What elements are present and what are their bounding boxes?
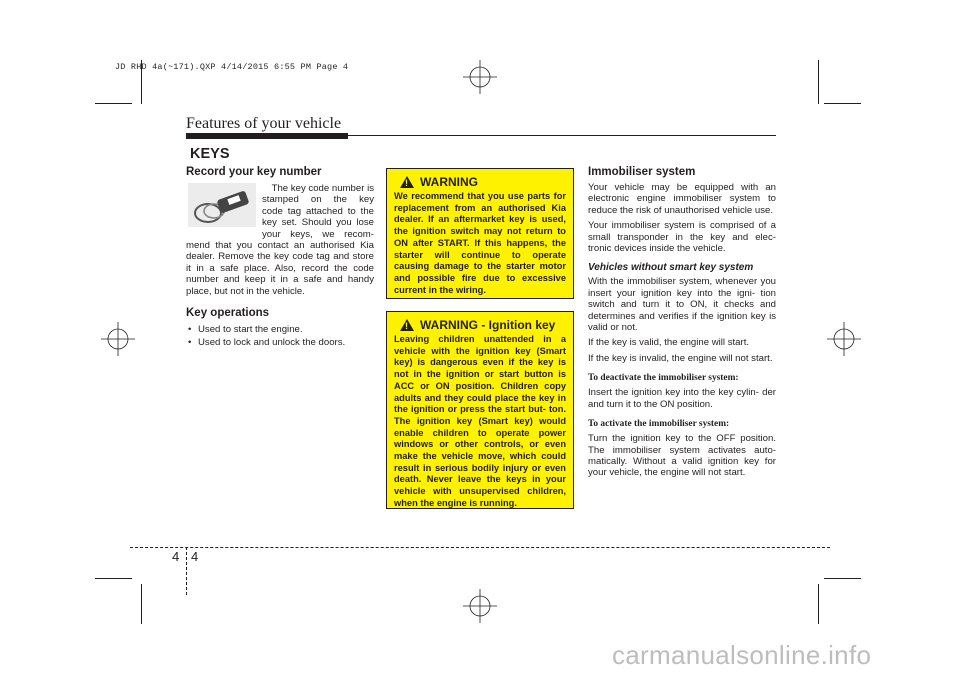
record-wrap-text (262, 183, 374, 240)
footer-rule (130, 547, 830, 548)
crop-mark (818, 584, 819, 624)
print-slug: JD RHD 4a(~171).QXP 4/14/2015 6:55 PM Page 4 (115, 62, 349, 72)
immobiliser-column (588, 166, 776, 479)
record-wrap-line: key set. Should you lose (262, 217, 374, 229)
warning-title-row (394, 318, 566, 332)
crop-mark (818, 60, 819, 104)
warning-title: WARNING (420, 175, 478, 189)
record-wrap-line: code tag attached to the (262, 205, 374, 217)
crop-mark (95, 103, 132, 104)
registration-mark-icon (463, 60, 497, 94)
subheading: Vehicles without smart key system (588, 262, 754, 274)
paragraph: Your vehicle may be equipped with an electronic engine immobiliser system to reduce the risk of unauthorised vehicle use. (588, 182, 776, 216)
crop-mark (95, 578, 132, 579)
warning-triangle-icon: ! (400, 176, 414, 188)
registration-mark-icon (827, 322, 861, 356)
warning-title: WARNING - Ignition key (420, 318, 556, 332)
section-title: KEYS (190, 146, 230, 162)
warning-box (386, 311, 574, 509)
footer-watermark: carmanualsonline.info (612, 640, 872, 670)
warning-box (386, 168, 574, 299)
record-text: mend that you contact an authorised Kia dealer. Remove the key code tag and store it in a safe place. Also, record the code number and keep it in a safe and handy place, but not in the vehicle. (186, 240, 374, 297)
footer-divider (186, 547, 187, 595)
subheading: To deactivate the immobiliser system: (588, 373, 739, 384)
header-title: Features of your vehicle (186, 115, 342, 132)
warning-text: We recommend that you use parts for replacement from an authorised Kia dealer. If an aftermarket key is used, the ignition switch may not return to ON after START. If this happens, the starter will continue to operate causing damage to the starter motor and possible fire due to excessive current in the wiring. (394, 191, 566, 295)
key-tag-illustration (188, 183, 256, 227)
immobiliser-heading: Immobiliser system (588, 166, 696, 178)
key-operations-list (186, 323, 376, 349)
warning-text: Leaving children unattended in a vehicle with the ignition key (Smart key) is dangerous even if the key is not in the ignition or start button is ACC or ON position. Children copy adults and they could place the key in the ignition or press the start but- ton. The ignition key (Smart key) would enable children to operate power windows or other controls, or even make the vehicle move, which could result in serious bodily injury or even death. Never leave the keys in your vehicle with unsupervised children, when the engine is running. (394, 334, 566, 508)
crop-mark (824, 578, 861, 579)
record-heading: Record your key number (186, 166, 322, 178)
crop-mark (141, 584, 142, 624)
list-item: • Used to lock and unlock the doors. (186, 336, 376, 349)
record-wrap-line: The key code number is (271, 183, 374, 194)
chapter-number: 4 (172, 549, 180, 564)
registration-mark-icon (101, 322, 135, 356)
registration-mark-icon (463, 589, 497, 623)
paragraph: If the key is invalid, the engine will not start. (588, 352, 773, 364)
subheading: To activate the immobiliser system: (588, 419, 730, 430)
header-tab-bar (186, 133, 348, 139)
crop-mark (824, 103, 861, 104)
paragraph: Your immobiliser system is comprised of a small transponder in the key and elec- tronic devices inside the vehicle. (588, 220, 776, 255)
paragraph: Insert the ignition key into the key cylin- der and turn it to the ON position. (588, 387, 776, 410)
warning-title-row (394, 175, 566, 189)
key-operations-heading: Key operations (186, 307, 270, 319)
page-number: 4 (191, 549, 199, 564)
record-wrap-line: your keys, we recom- (262, 228, 374, 240)
list-item: • Used to start the engine. (186, 323, 376, 336)
paragraph: Turn the ignition key to the OFF position. The immobiliser system activates auto- matically. Without a valid ignition key for your vehicle, the engine will not start. (588, 433, 776, 479)
record-wrap-line: stamped on the key (262, 194, 374, 206)
warning-triangle-icon: ! (400, 319, 414, 331)
paragraph: With the immobiliser system, whenever you insert your ignition key into the igni- tion switch and turn it to ON, it checks and determines and verifies if the ignition key is valid or not. (588, 276, 776, 334)
paragraph: If the key is valid, the engine will start. (588, 337, 750, 349)
